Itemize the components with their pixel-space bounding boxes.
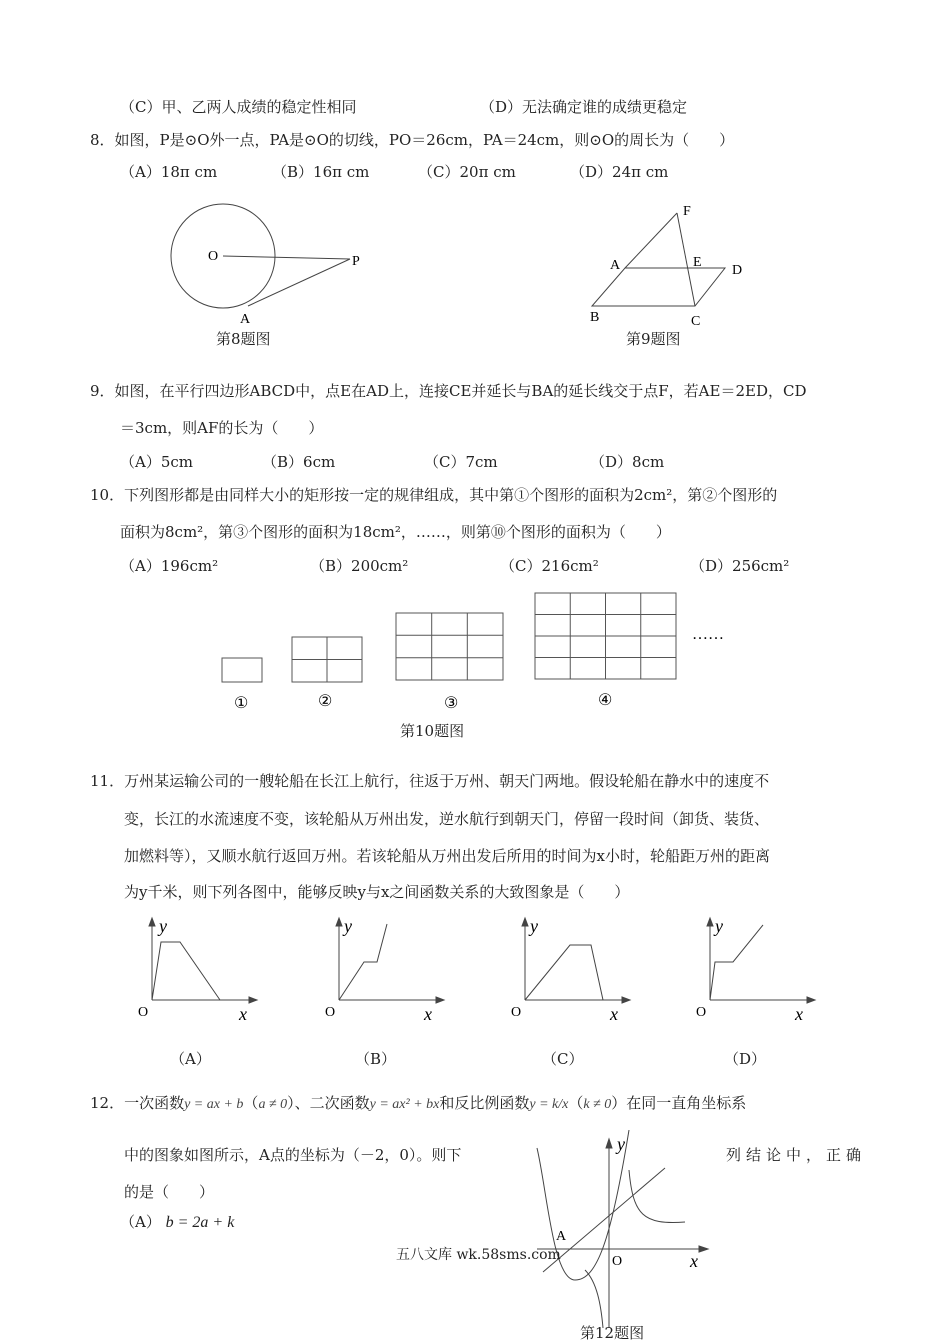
- q8-segment-pa: [248, 259, 350, 306]
- q11-stem-line1: 11．万州某运输公司的一艘轮船在长江上航行，往返于万州、朝天门两地。假设轮船在静水中的速度不: [90, 772, 770, 790]
- q12-quadratic-function: y = ax² + bx: [369, 1097, 440, 1112]
- q9-figure: [585, 200, 755, 330]
- q11-c-x-label: x: [610, 1004, 618, 1024]
- q10-label-1: ①: [234, 695, 249, 712]
- q12-stem-line2a: 中的图象如图所示，A点的坐标为（－2，0）。则下: [124, 1146, 462, 1164]
- q11-a-x-label: x: [239, 1004, 247, 1024]
- q11-graph-b: [322, 912, 452, 1027]
- q12-inverse-function: y = k/x: [529, 1097, 569, 1112]
- q11-b-o-label: O: [325, 1005, 336, 1020]
- q8-label-o: O: [208, 249, 219, 264]
- q12-linear-function: y = ax + b: [184, 1097, 244, 1112]
- q12-open-paren-1: （: [243, 1094, 259, 1112]
- q11-option-b: （B）: [355, 1050, 397, 1068]
- q12-stem-line1: [90, 1096, 746, 1112]
- q10-option-c: （C）216cm²: [500, 557, 599, 575]
- q9-label-f: F: [683, 204, 691, 219]
- q11-graph-d: [693, 912, 823, 1027]
- q10-label-2: ②: [318, 693, 333, 710]
- q11-d-curve: [710, 925, 763, 1000]
- q12-figure: [525, 1130, 725, 1330]
- q9-option-d: （D）8cm: [590, 453, 665, 471]
- q12-label-y: y: [617, 1134, 625, 1154]
- q12-condition-a: a ≠ 0: [258, 1097, 288, 1112]
- q9-option-a: （A）5cm: [120, 453, 194, 471]
- q8-stem: 8．如图，P是⊙O外一点，PA是⊙O的切线，PO＝26cm，PA＝24cm，则⊙O的周长为（ ）: [90, 131, 735, 149]
- q10-stem-line2: 面积为8cm²，第③个图形的面积为18cm²，……，则第⑩个图形的面积为（ ）: [120, 523, 671, 541]
- q11-stem-line2: 变，长江的水流速度不变，该轮船从万州出发，逆水航行到朝天门，停留一段时间（卸货、装货、: [124, 810, 770, 828]
- q11-option-c: （C）: [542, 1050, 584, 1068]
- q10-option-b: （B）200cm²: [310, 557, 409, 575]
- q11-a-y-label: y: [159, 916, 167, 936]
- q10-figure-caption: 第10题图: [400, 722, 465, 740]
- q11-b-y-label: y: [344, 916, 352, 936]
- q12-stem-line3: 的是（ ）: [124, 1183, 215, 1201]
- q9-stem-line1: 9．如图，在平行四边形ABCD中，点E在AD上，连接CE并延长与BA的延长线交于点F，若AE＝2ED，CD: [90, 382, 807, 400]
- q12-stem-mid-2: 和反比例函数: [439, 1094, 530, 1112]
- q8-label-p: P: [352, 254, 360, 269]
- q10-label-4: ④: [598, 692, 613, 709]
- q9-label-d: D: [732, 263, 743, 278]
- q8-option-c: （C）20π cm: [418, 163, 516, 181]
- q8-label-a: A: [240, 312, 251, 327]
- q10-figure: [210, 585, 750, 725]
- q11-b-x-label: x: [424, 1004, 432, 1024]
- q10-grid-2: [292, 637, 362, 682]
- q8-segment-op: [223, 256, 350, 259]
- q8-figure-caption: 第8题图: [216, 330, 271, 348]
- q9-label-c: C: [691, 314, 701, 329]
- q11-d-o-label: O: [696, 1005, 707, 1020]
- q12-label-a: A: [556, 1229, 567, 1244]
- q10-label-3: ③: [444, 695, 459, 712]
- q12-hyperbola-right: [629, 1170, 685, 1222]
- q12-option-a-label: （A）: [120, 1213, 161, 1231]
- q12-label-x: x: [690, 1251, 698, 1271]
- q11-c-curve: [525, 945, 603, 1000]
- q9-option-b: （B）6cm: [262, 453, 336, 471]
- q12-stem-intro: 12．一次函数: [90, 1094, 185, 1112]
- q11-option-d: （D）: [724, 1050, 767, 1068]
- q10-stem-line1: 10．下列图形都是由同样大小的矩形按一定的规律组成，其中第①个图形的面积为2cm²，第②个图形的: [90, 486, 778, 504]
- q12-option-a-expr: b = 2a + k: [165, 1214, 235, 1231]
- q10-grid-3: [396, 613, 503, 680]
- q7-option-c: （C）甲、乙两人成绩的稳定性相同: [120, 98, 357, 116]
- q9-parallelogram: [592, 268, 725, 306]
- q10-ellipsis: ……: [692, 626, 724, 643]
- q12-stem-line2b: 列结论中，正确: [726, 1146, 867, 1164]
- q12-hyperbola-left: [585, 1270, 603, 1328]
- q11-d-y-label: y: [715, 916, 723, 936]
- q12-open-paren-3: （: [568, 1094, 584, 1112]
- q9-option-c: （C）7cm: [424, 453, 498, 471]
- q10-option-d: （D）256cm²: [690, 557, 790, 575]
- q9-stem-line2: ＝3cm，则AF的长为（ ）: [120, 419, 324, 437]
- q10-grid-1: [222, 658, 262, 682]
- q12-option-a: [120, 1215, 234, 1231]
- q8-option-b: （B）16π cm: [272, 163, 370, 181]
- q11-a-o-label: O: [138, 1005, 149, 1020]
- q12-stem-mid-1: ）、二次函数: [287, 1094, 370, 1112]
- q12-condition-k: k ≠ 0: [583, 1097, 612, 1112]
- q12-stem-end-1: ）在同一直角坐标系: [611, 1094, 747, 1112]
- q7-option-d: （D）无法确定谁的成绩更稳定: [480, 98, 688, 116]
- q8-option-d: （D）24π cm: [570, 163, 669, 181]
- q11-graph-a: [135, 912, 265, 1027]
- q9-label-b: B: [590, 310, 600, 325]
- q11-c-o-label: O: [511, 1005, 522, 1020]
- watermark: 五八文库 wk.58sms.com: [396, 1247, 561, 1263]
- q12-label-o: O: [612, 1254, 623, 1269]
- q10-grid-4: [535, 593, 676, 679]
- q11-d-x-label: x: [795, 1004, 803, 1024]
- q11-graph-c: [508, 912, 638, 1027]
- q9-segment-fa: [625, 213, 677, 268]
- q12-linear-line: [543, 1168, 665, 1272]
- q8-option-a: （A）18π cm: [120, 163, 218, 181]
- q12-figure-caption: 第12题图: [580, 1324, 645, 1342]
- q11-stem-line3: 加燃料等），又顺水航行返回万州。若该轮船从万州出发后所用的时间为x小时，轮船距万州的距离: [124, 847, 770, 865]
- q11-stem-line4: 为y千米，则下列各图中，能够反映y与x之间函数关系的大致图象是（ ）: [124, 883, 630, 901]
- q11-a-curve: [152, 942, 220, 1000]
- q9-label-e: E: [693, 255, 702, 270]
- q9-label-a: A: [610, 258, 621, 273]
- q10-option-a: （A）196cm²: [120, 557, 219, 575]
- q9-figure-caption: 第9题图: [626, 330, 681, 348]
- q11-option-a: （A）: [170, 1050, 211, 1068]
- q11-c-y-label: y: [530, 916, 538, 936]
